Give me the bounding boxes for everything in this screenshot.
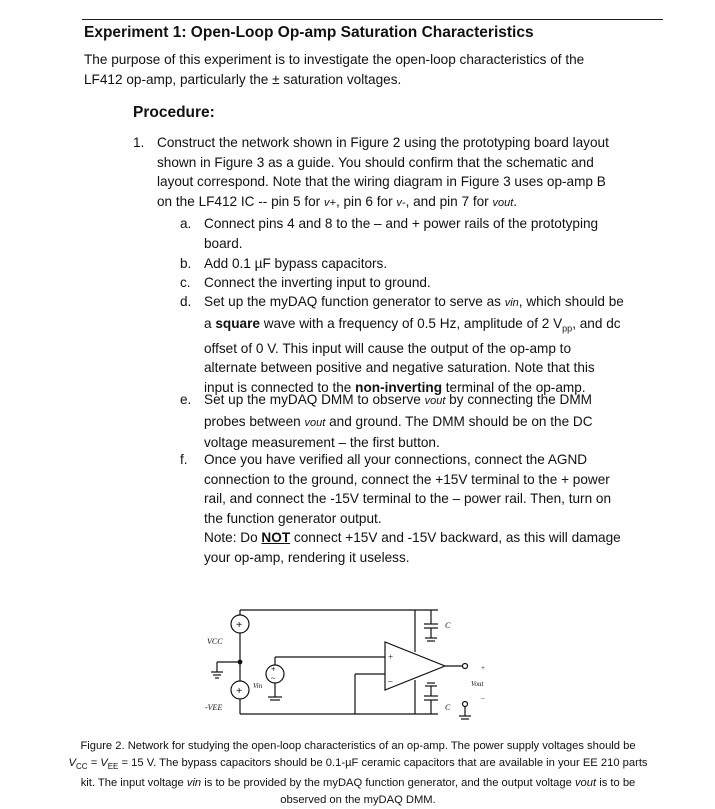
step-1-line: , and pin 7 for <box>405 193 493 209</box>
step-1-line: , pin 6 for <box>335 193 397 209</box>
caption-line: = 15 V. The bypass capacitors should be 0.1-µF ceramic capacitors that are available in your EE 210 parts <box>118 757 648 769</box>
sub-c-text: Connect the inverting input to ground. <box>204 275 431 290</box>
sub-line: Once you have verified all your connections, connect the AGND <box>204 452 588 467</box>
step-1-line: . <box>513 193 518 209</box>
vin-plus: + <box>271 665 276 674</box>
sub-line: Note: Do <box>204 530 262 545</box>
op-amp-schematic <box>195 602 485 732</box>
sub-line: voltage measurement – the first button. <box>204 435 440 450</box>
vin-symbol: vin <box>504 297 519 309</box>
sub-line: rail, and connect the -15V terminal to the – power rail. Then, turn on <box>204 491 612 506</box>
sub-line: terminal of the op-amp. <box>442 379 586 395</box>
sub-d-letter: d. <box>180 294 192 309</box>
ee-subscript: EE <box>107 762 119 772</box>
sub-line: Set up the myDAQ DMM to observe <box>204 392 425 407</box>
sub-line: , and dc <box>572 315 621 331</box>
v-plus-symbol: v+ <box>324 196 336 209</box>
op-amp-plus: + <box>388 652 394 662</box>
sub-f-text <box>204 450 674 567</box>
sub-line: a <box>204 315 216 331</box>
sub-line: Set up the myDAQ function generator to serve as <box>204 294 505 309</box>
sub-b-text: Add 0.1 µF bypass capacitors. <box>204 256 388 271</box>
caption-line: Figure 2. Network for studying the open-loop characteristics of an op-amp. The power supply voltages should be <box>80 740 636 752</box>
op-amp-minus: – <box>388 676 393 686</box>
caption-line: kit. The input voltage <box>80 777 187 790</box>
figure-caption <box>28 738 688 809</box>
sub-line: and ground. The DMM should be on the DC <box>325 413 593 429</box>
cap-bottom-label: C <box>445 703 451 712</box>
sub-line: by connecting the DMM <box>445 392 592 407</box>
sub-e-letter: e. <box>180 392 192 407</box>
sub-line: alternate between positive and negative saturation. Note that this <box>204 360 595 376</box>
procedure-heading: Procedure: <box>133 104 215 121</box>
vout-minus: – <box>481 694 485 702</box>
intro-line-2: LF412 op-amp, particularly the <box>84 71 273 87</box>
step-1-number: 1. <box>133 135 145 150</box>
cc-subscript: CC <box>75 762 88 772</box>
step-1-line: shown in Figure 3 as a guide. You should confirm that the schematic and <box>157 154 594 170</box>
pp-subscript: pp <box>562 323 573 334</box>
sub-line: offset of 0 V. This input will cause the output of the op-amp to <box>204 340 572 356</box>
vcc-plus: + <box>236 619 243 631</box>
vout-symbol: vout <box>424 395 446 407</box>
sub-line: input is connected to the <box>204 379 356 395</box>
sub-line: the function generator output. <box>204 510 382 526</box>
output-terminal-icon <box>463 664 468 669</box>
sub-line: Connect pins 4 and 8 to the – and + power rails of the prototyping <box>204 216 599 231</box>
bold-non-inverting: non-inverting <box>355 379 442 395</box>
sub-c-letter: c. <box>180 275 191 290</box>
vin-symbol: vin <box>186 777 202 790</box>
intro-line-2-end: saturation voltages. <box>279 71 402 87</box>
vee-plus: + <box>236 685 243 697</box>
vout-symbol: vout <box>492 196 514 209</box>
vcc-label: VCC <box>207 637 223 646</box>
cap-top-label: C <box>445 621 451 630</box>
page-title: Experiment 1: Open-Loop Op-amp Saturation Characteristics <box>84 24 534 41</box>
sub-line: connection to the ground, connect the +15V terminal to the + power <box>204 471 610 487</box>
sub-line: , which should be <box>518 294 624 309</box>
caption-line: observed on the myDAQ DMM. <box>280 794 436 807</box>
step-1-line: layout correspond. Note that the wiring diagram in Figure 3 uses op-amp B <box>157 174 606 189</box>
output-terminal-icon <box>463 702 468 707</box>
bold-square: square <box>215 315 260 331</box>
intro-line-1: The purpose of this experiment is to investigate the open-loop characteristics of the <box>84 52 585 67</box>
vin-tilde: ~ <box>271 674 276 683</box>
sub-line: probes between <box>204 413 305 429</box>
vin-label: Vin <box>253 682 263 690</box>
node-dot <box>238 660 242 664</box>
caption-line: is to be <box>596 777 636 790</box>
vout-symbol: vout <box>304 416 326 429</box>
sub-a-text <box>204 214 674 253</box>
caption-line: V <box>68 757 76 769</box>
vee-label: -VEE <box>205 703 223 712</box>
caption-line: = V <box>87 757 108 769</box>
intro-paragraph <box>84 50 664 89</box>
sub-line: your op-amp, rendering it useless. <box>204 549 410 565</box>
sub-line: board. <box>204 235 243 251</box>
step-1-line: on the LF412 IC -- pin 5 for <box>157 193 324 209</box>
vout-symbol: vout <box>574 777 597 790</box>
sub-d-text <box>204 292 674 397</box>
sub-line: wave with a frequency of 0.5 Hz, amplitude of 2 V <box>259 315 563 331</box>
sub-a-letter: a. <box>180 216 192 231</box>
caption-line: is to be provided by the myDAQ function generator, and the output voltage <box>201 777 575 790</box>
bold-not: NOT <box>261 530 291 545</box>
sub-e-text <box>204 390 674 453</box>
sub-line: connect +15V and -15V backward, as this will damage <box>290 530 621 545</box>
v-minus-symbol: v- <box>396 196 406 209</box>
top-rule <box>82 19 663 20</box>
plus-minus-symbol: ± <box>272 71 280 87</box>
sub-b-letter: b. <box>180 256 192 271</box>
vout-label: Vout <box>471 680 484 688</box>
step-1-line: Construct the network shown in Figure 2 using the prototyping board layout <box>157 135 609 150</box>
vout-plus: + <box>481 664 485 672</box>
sub-f-letter: f. <box>180 452 188 467</box>
step-1-text <box>157 133 667 213</box>
